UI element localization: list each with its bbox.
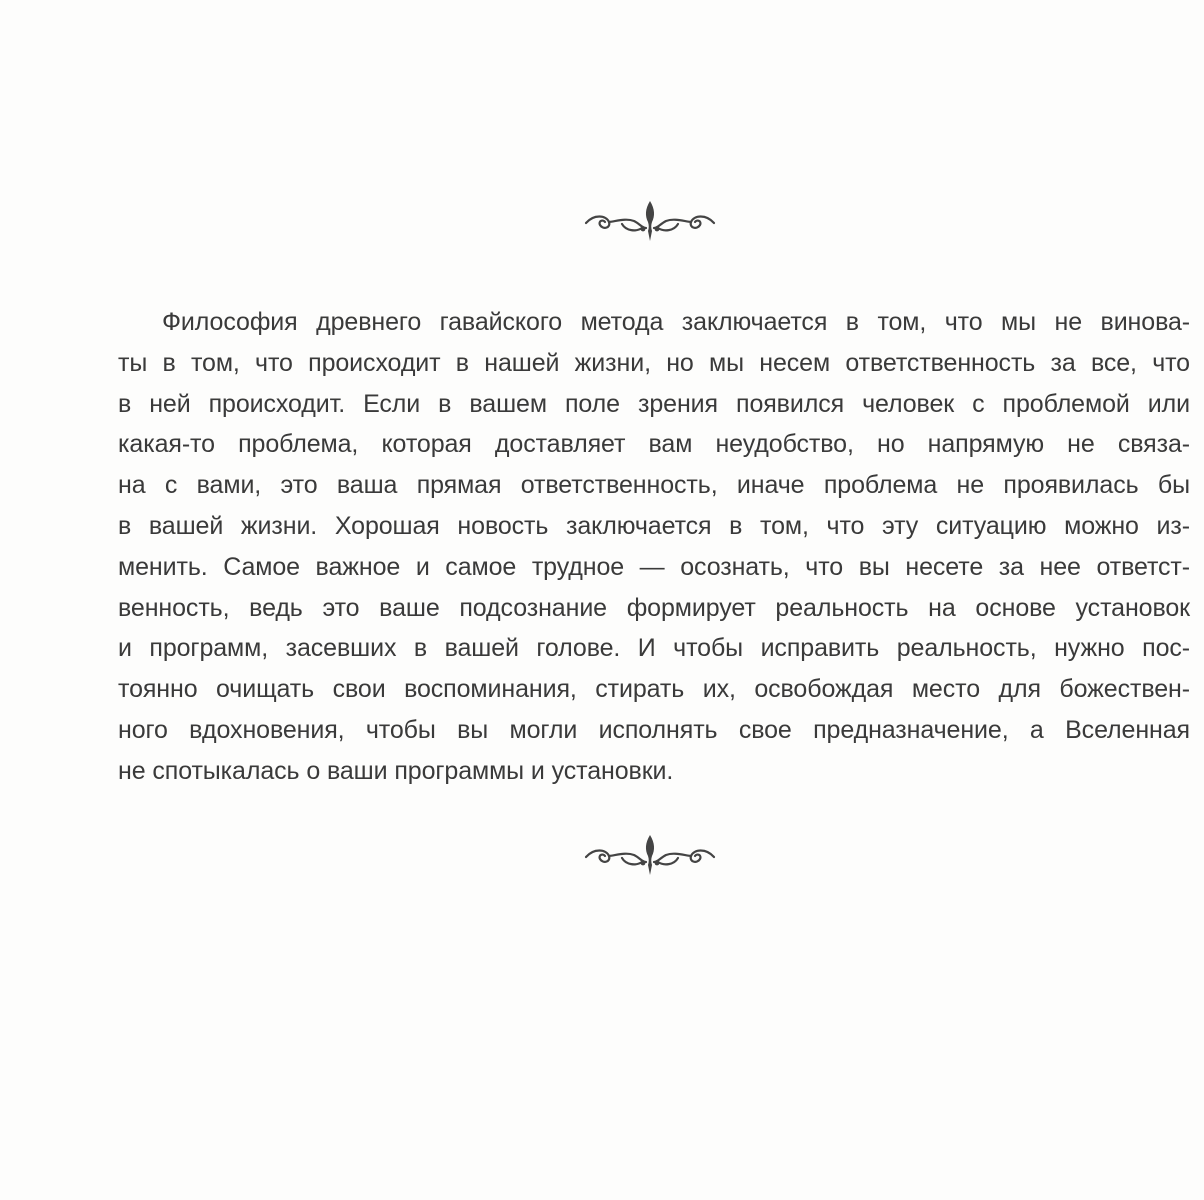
body-paragraph bbox=[118, 302, 1190, 792]
paragraph-line: в вашей жизни. Хорошая новость заключается в том, что эту ситуацию можно из- bbox=[118, 511, 1190, 540]
flourish-divider-icon bbox=[582, 832, 718, 878]
paragraph-line: венность, ведь это ваше подсознание формирует реальность на основе установок bbox=[118, 593, 1190, 622]
bottom-flourish-divider-icon bbox=[582, 832, 718, 878]
flourish-divider-icon bbox=[582, 198, 718, 244]
paragraph-line: и программ, засевших в вашей голове. И чтобы исправить реальность, нужно пос- bbox=[118, 634, 1190, 663]
paragraph-line: не спотыкалась о ваши программы и установки. bbox=[118, 756, 674, 785]
paragraph-line: какая-то проблема, которая доставляет вам неудобство, но напрямую не связа- bbox=[118, 430, 1190, 459]
paragraph-line: Философия древнего гавайского метода заключается в том, что мы не винова- bbox=[162, 308, 1190, 336]
top-flourish-divider-icon bbox=[582, 198, 718, 244]
paragraph-line: ты в том, что происходит в нашей жизни, но мы несем ответственность за все, что bbox=[118, 348, 1190, 377]
paragraph-line: в ней происходит. Если в вашем поле зрения появился человек с проблемой или bbox=[118, 389, 1190, 418]
paragraph-line: тоянно очищать свои воспоминания, стирать их, освобождая место для божествен- bbox=[118, 675, 1190, 704]
paragraph-line: менить. Самое важное и самое трудное — осознать, что вы несете за нее ответст- bbox=[118, 552, 1190, 581]
paragraph-line: ного вдохновения, чтобы вы могли исполнять свое предназначение, а Вселенная bbox=[118, 715, 1190, 744]
paragraph-line: на с вами, это ваша прямая ответственность, иначе проблема не проявилась бы bbox=[118, 471, 1190, 500]
